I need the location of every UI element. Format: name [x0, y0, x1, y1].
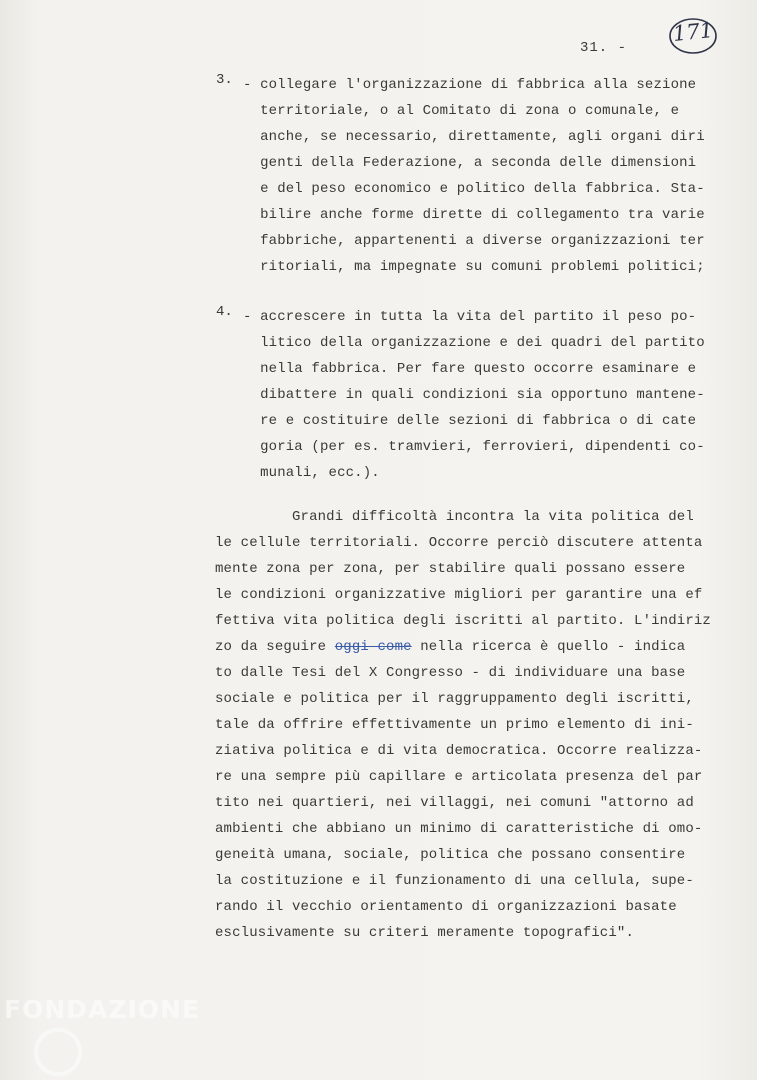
watermark-logo-text: FONDAZIONE [4, 995, 201, 1024]
text-line: litico della organizzazione e dei quadri del partito [243, 335, 705, 351]
text-line: la costituzione e il funzionamento di una cellula, supe- [215, 873, 694, 889]
text-line: dibattere in quali condizioni sia opportuno mantene- [243, 387, 705, 403]
watermark-logo-icon [34, 1028, 82, 1076]
text-line: ritoriali, ma impegnate su comuni problemi politici; [243, 259, 705, 275]
text-line: bilire anche forme dirette di collegamento tra varie [243, 207, 705, 223]
text-line: genti della Federazione, a seconda delle dimensioni [243, 155, 697, 171]
folio-stamp [668, 16, 718, 56]
text-line: anche, se necessario, direttamente, agli organi diri [243, 129, 705, 145]
text-line: to dalle Tesi del X Congresso - di individuare una base [215, 665, 686, 681]
text-line: sociale e politica per il raggruppamento degli iscritti, [215, 691, 694, 707]
text-line: tito nei quartieri, nei villaggi, nei comuni "attorno ad [215, 795, 694, 811]
text-line: re e costituire delle sezioni di fabbrica o di cate [243, 413, 697, 429]
line-start: zo da seguire [215, 639, 335, 655]
text-line: e del peso economico e politico della fabbrica. Sta- [243, 181, 705, 197]
text-line: mente zona per zona, per stabilire quali possano essere [215, 561, 686, 577]
text-line: re una sempre più capillare e articolata presenza del par [215, 769, 703, 785]
item-text [243, 72, 705, 280]
line-end: nella ricerca è quello - indica [411, 639, 686, 655]
body-paragraph [215, 504, 711, 946]
text-line: geneità umana, sociale, politica che possano consentire [215, 847, 686, 863]
text-line: le condizioni organizzative migliori per garantire una ef [215, 587, 703, 603]
folio-number: 171 [671, 17, 715, 47]
struck-out-text: oggi come [334, 639, 412, 655]
item-number: 3. [216, 72, 233, 88]
text-line: munali, ecc.). [243, 465, 380, 481]
text-line: fettiva vita politica degli iscritti al partito. L'indiriz [215, 613, 711, 629]
text-line-with-correction [215, 634, 711, 660]
item-text [243, 304, 705, 486]
text-line: rando il vecchio orientamento di organizzazioni basate [215, 899, 677, 915]
text-line: fabbriche, appartenenti a diverse organizzazioni ter [243, 233, 705, 249]
text-line: territoriale, o al Comitato di zona o comunale, e [243, 103, 680, 119]
text-line: esclusivamente su criteri meramente topografici". [215, 925, 635, 941]
text-line: le cellule territoriali. Occorre perciò discutere attenta [215, 535, 703, 551]
page-number: 31. - [580, 40, 628, 56]
text-line: Grandi difficoltà incontra la vita politica del [215, 509, 694, 525]
text-line: tale da offrire effettivamente un primo elemento di ini- [215, 717, 694, 733]
text-line: nella fabbrica. Per fare questo occorre esaminare e [243, 361, 697, 377]
text-line: ambienti che abbiano un minimo di caratteristiche di omo- [215, 821, 703, 837]
item-number: 4. [216, 304, 233, 320]
text-line: - accrescere in tutta la vita del partito il peso po- [243, 309, 697, 325]
text-line: ziativa politica e di vita democratica. Occorre realizza- [215, 743, 703, 759]
text-line: - collegare l'organizzazione di fabbrica alla sezione [243, 77, 697, 93]
text-line: goria (per es. tramvieri, ferrovieri, dipendenti co- [243, 439, 705, 455]
